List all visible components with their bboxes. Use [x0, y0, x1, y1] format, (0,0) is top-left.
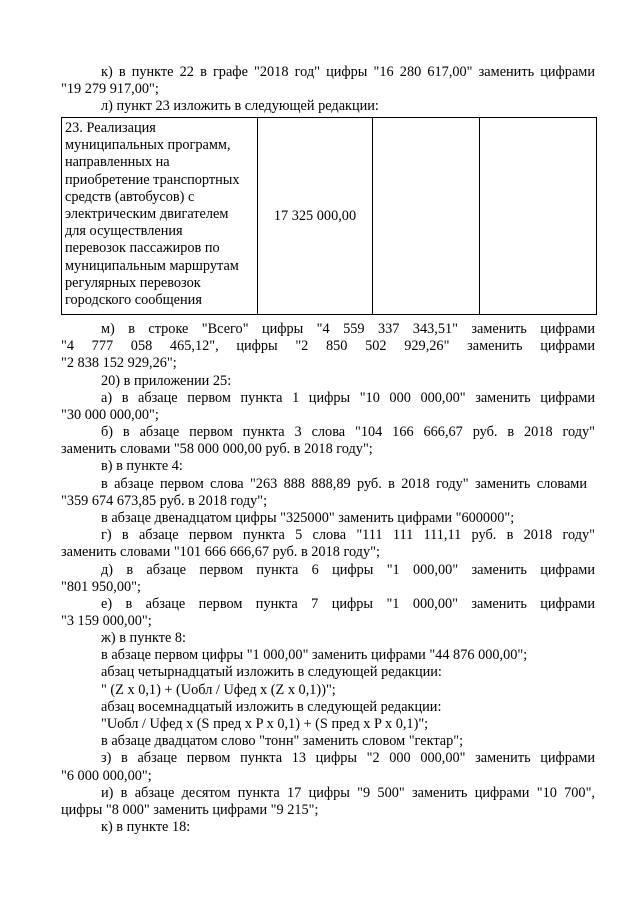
- paragraph-l23: л) пункт 23 изложить в следующей редакции:: [101, 98, 379, 114]
- program-table: [61, 117, 597, 315]
- paragraph-zh2: абзац четырнадцатый изложить в следующей редакции:: [101, 664, 442, 680]
- paragraph-m2: "4 777 058 465,12", цифры "2 850 502 929,26" заменить цифрами: [61, 338, 595, 354]
- paragraph-v2: "359 674 673,85 руб. в 2018 году";: [61, 493, 268, 509]
- paragraph-k22: к) в пункте 22 в графе "2018 год" цифры "16 280 617,00" заменить цифрами: [101, 64, 595, 80]
- paragraph-g1: г) в абзаце первом пункта 5 слова "111 111 111,11 руб. в 2018 году": [101, 527, 595, 543]
- paragraph-i2: цифры "8 000" заменить цифрами "9 215";: [61, 802, 319, 818]
- formula-zh3: " (Z x 0,1) + (Uобл / Uфед x (Z x 0,1))";: [101, 682, 336, 698]
- paragraph-v1: в абзаце первом слова "263 888 888,89 руб. в 2018 году" заменить словами: [101, 476, 587, 492]
- table-row: [62, 118, 597, 315]
- paragraph-a1: а) в абзаце первом пункта 1 цифры "10 000 000,00" заменить цифрами: [101, 390, 595, 406]
- paragraph-v3: в абзаце двенадцатом цифры "325000" заменить цифрами "600000";: [101, 510, 515, 526]
- paragraph-z1: з) в абзаце первом пункта 13 цифры "2 000 000,00" заменить цифрами: [101, 750, 595, 766]
- table-cell-empty-4: [480, 118, 597, 315]
- paragraph-zh4: абзац восемнадцатый изложить в следующей редакции:: [101, 699, 442, 715]
- paragraph-d1: д) в абзаце первом пункта 6 цифры "1 000,00" заменить цифрами: [101, 562, 595, 578]
- paragraph-m3: "2 838 152 929,26";: [61, 355, 177, 371]
- paragraph-zh1: в абзаце первом цифры "1 000,00" заменить цифрами "44 876 000,00";: [101, 647, 528, 663]
- paragraph-e2: "3 159 000,00";: [61, 613, 152, 629]
- paragraph-k22-cont: "19 279 917,00";: [61, 81, 159, 97]
- paragraph-a2: "30 000 000,00";: [61, 407, 159, 423]
- paragraph-m1: м) в строке "Всего" цифры "4 559 337 343,51" заменить цифрами: [101, 321, 595, 337]
- paragraph-b2: заменить словами "58 000 000,00 руб. в 2018 году";: [61, 441, 373, 457]
- table-cell-empty-3: [373, 118, 480, 315]
- paragraph-i1: и) в абзаце десятом пункта 17 цифры "9 500" заменить цифрами "10 700",: [101, 785, 595, 801]
- paragraph-d2: "801 950,00";: [61, 579, 141, 595]
- formula-zh5: "Uобл / Uфед x (S пред x P x 0,1) + (S пред x P x 0,1)";: [101, 716, 429, 732]
- table-cell-amount: 17 325 000,00: [258, 118, 373, 315]
- paragraph-k18: к) в пункте 18:: [101, 819, 191, 835]
- paragraph-b1: б) в абзаце первом пункта 3 слова "104 166 666,67 руб. в 2018 году": [101, 424, 595, 440]
- paragraph-z2: "6 000 000,00";: [61, 768, 152, 784]
- table-cell-program-name: 23. Реализация муниципальных программ, направленных на приобретение транспортных средств (автобусов) с электрическим двигателем для осуществления перевозок пассажиров по муниципальным маршрутам регулярных перевозок городского сообщения: [62, 118, 258, 315]
- paragraph-20: 20) в приложении 25:: [101, 373, 232, 389]
- paragraph-g2: заменить словами "101 666 666,67 руб. в 2018 году";: [61, 544, 380, 560]
- paragraph-zh: ж) в пункте 8:: [101, 630, 187, 646]
- paragraph-e1: е) в абзаце первом пункта 7 цифры "1 000,00" заменить цифрами: [101, 596, 595, 612]
- paragraph-v: в) в пункте 4:: [101, 458, 183, 474]
- paragraph-zh6: в абзаце двадцатом слово "тонн" заменить словом "гектар";: [101, 733, 464, 749]
